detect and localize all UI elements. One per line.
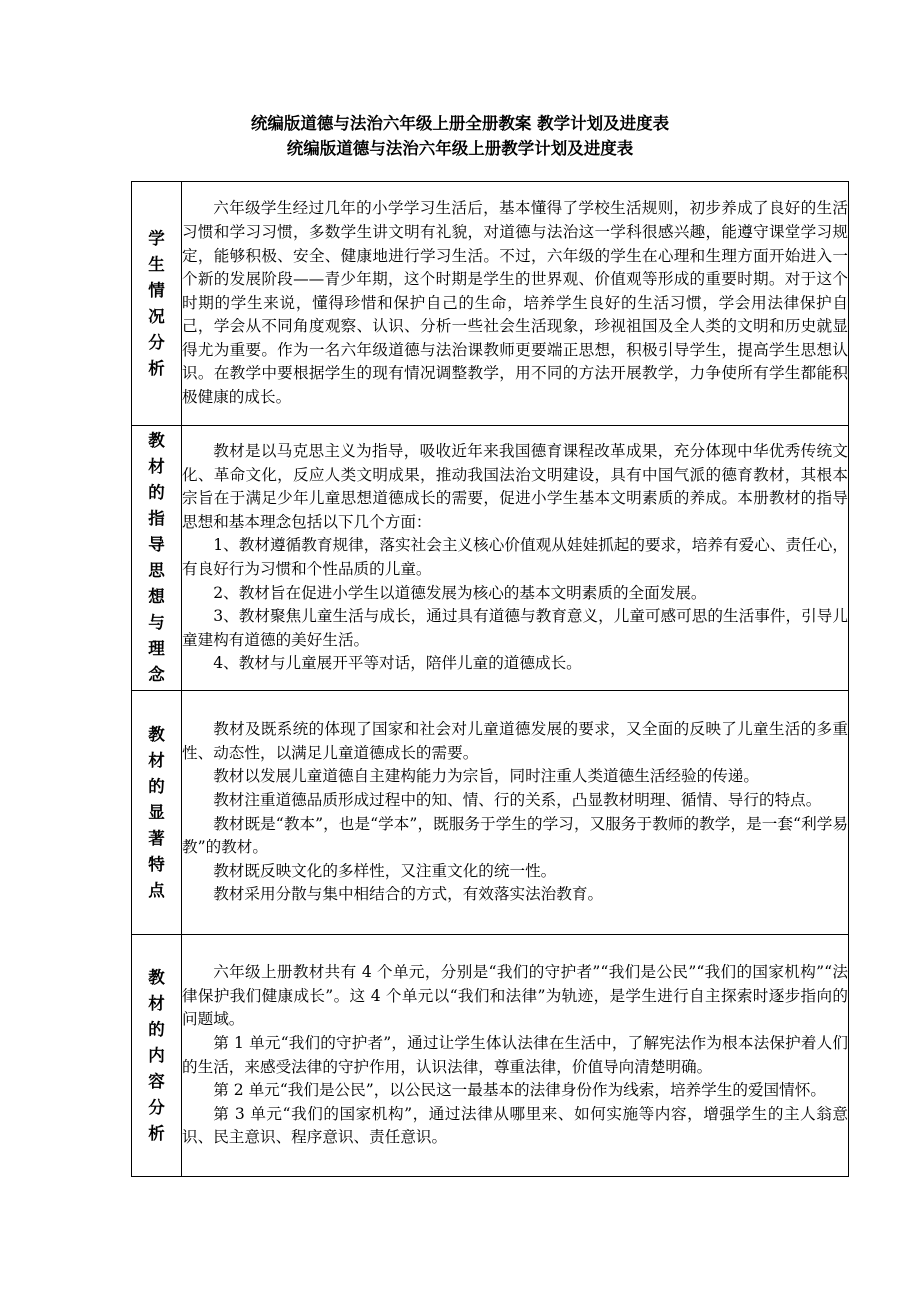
paragraph: 六年级上册教材共有 4 个单元，分别是“我们的守护者”“我们是公民”“我们的国家机构”“法律保护我们健康成长”。这 4 个单元以“我们和法律”为轨迹，是学生进行自主探索时逐步指向的问题域。	[182, 963, 848, 1029]
row-content	[182, 182, 849, 426]
paragraph: 第 2 单元“我们是公民”，以公民这一最基本的法律身份作为线索，培养学生的爱国情怀。	[213, 1081, 826, 1100]
table-row-student-analysis	[132, 182, 849, 426]
document-subtitle: 统编版道德与法治六年级上册教学计划及进度表	[286, 139, 634, 158]
row-content	[182, 935, 849, 1177]
row-heading: 教材的指导思想与理念	[132, 426, 182, 691]
paragraph: 六年级学生经过几年的小学学习生活后，基本懂得了学校生活规则，初步养成了良好的生活习惯和学习习惯，多数学生讲文明有礼貌，对道德与法治这一学科很感兴趣，能遵守课堂学习规定，能够积极、安全、健康地进行学习生活。不过，六年级的学生在心理和生理方面开始进入一个新的发展阶段——青少年期，这个时期是学生的世界观、价值观等形成的重要时期。对于这个时期的学生来说，懂得珍惜和保护自己的生命，培养学生良好的生活习惯，学会用法律保护自己，学会从不同角度观察、认识、分析一些社会生活现象，珍视祖国及全人类的文明和历史就显得尤为重要。作为一名六年级道德与法治课教师更要端正思想，积极引导学生，提高学生思想认识。在教学中要根据学生的现有情况调整教学，用不同的方法开展教学，力争使所有学生都能积极健康的成长。	[182, 199, 848, 407]
paragraph: 第 1 单元“我们的守护者”，通过让学生体认法律在生活中，了解宪法作为根本法保护着人们的生活，来感受法律的守护作用，认识法律，尊重法律，价值导向清楚明确。	[182, 1033, 848, 1076]
row-content	[182, 691, 849, 935]
teaching-plan-table	[131, 181, 849, 1177]
row-heading: 教材的显著特点	[132, 691, 182, 935]
paragraph: 1、教材遵循教育规律，落实社会主义核心价值观从娃娃抓起的要求，培养有爱心、责任心，有良好行为习惯和个性品质的儿童。	[182, 536, 848, 578]
paragraph: 教材采用分散与集中相结合的方式，有效落实法治教育。	[213, 885, 604, 904]
paragraph: 3、教材聚焦儿童生活与成长，通过具有道德与教育意义，儿童可感可思的生活事件，引导儿童建构有道德的美好生活。	[182, 607, 848, 649]
paragraph: 教材既是“教本”，也是“学本”，既服务于学生的学习，又服务于教师的教学，是一套“利学易教”的教材。	[182, 814, 848, 857]
row-heading: 学生情况分析	[132, 182, 182, 426]
table-row-features	[132, 691, 849, 935]
paragraph: 教材既反映文化的多样性，又注重文化的统一性。	[213, 861, 557, 880]
table-row-content-analysis	[132, 935, 849, 1177]
row-content	[182, 426, 849, 691]
paragraph: 教材以发展儿童道德自主建构能力为宗旨，同时注重人类道德生活经验的传递。	[213, 767, 759, 786]
paragraph: 2、教材旨在促进小学生以道德发展为核心的基本文明素质的全面发展。	[213, 583, 707, 602]
document-header	[0, 111, 920, 161]
paragraph: 第 3 单元“我们的国家机构”，通过法律从哪里来、如何实施等内容，增强学生的主人翁意识、民主意识、程序意识、责任意识。	[182, 1104, 848, 1147]
row-heading: 教材的内容分析	[132, 935, 182, 1177]
table-row-guiding-ideas	[132, 426, 849, 691]
paragraph: 教材注重道德品质形成过程中的知、情、行的关系，凸显教材明理、循情、导行的特点。	[213, 790, 822, 809]
paragraph: 4、教材与儿童展开平等对话，陪伴儿童的道德成长。	[213, 654, 582, 673]
document-title: 统编版道德与法治六年级上册全册教案 教学计划及进度表	[250, 114, 670, 133]
paragraph: 教材是以马克思主义为指导，吸收近年来我国德育课程改革成果，充分体现中华优秀传统文化、革命文化，反应人类文明成果，推动我国法治文明建设，具有中国气派的德育教材，其根本宗旨在于满足少年儿童思想道德成长的需要，促进小学生基本文明素质的养成。本册教材的指导思想和基本理念包括以下几个方面：	[182, 442, 848, 531]
paragraph: 教材及既系统的体现了国家和社会对儿童道德发展的要求，又全面的反映了儿童生活的多重性、动态性，以满足儿童道德成长的需要。	[182, 720, 848, 762]
